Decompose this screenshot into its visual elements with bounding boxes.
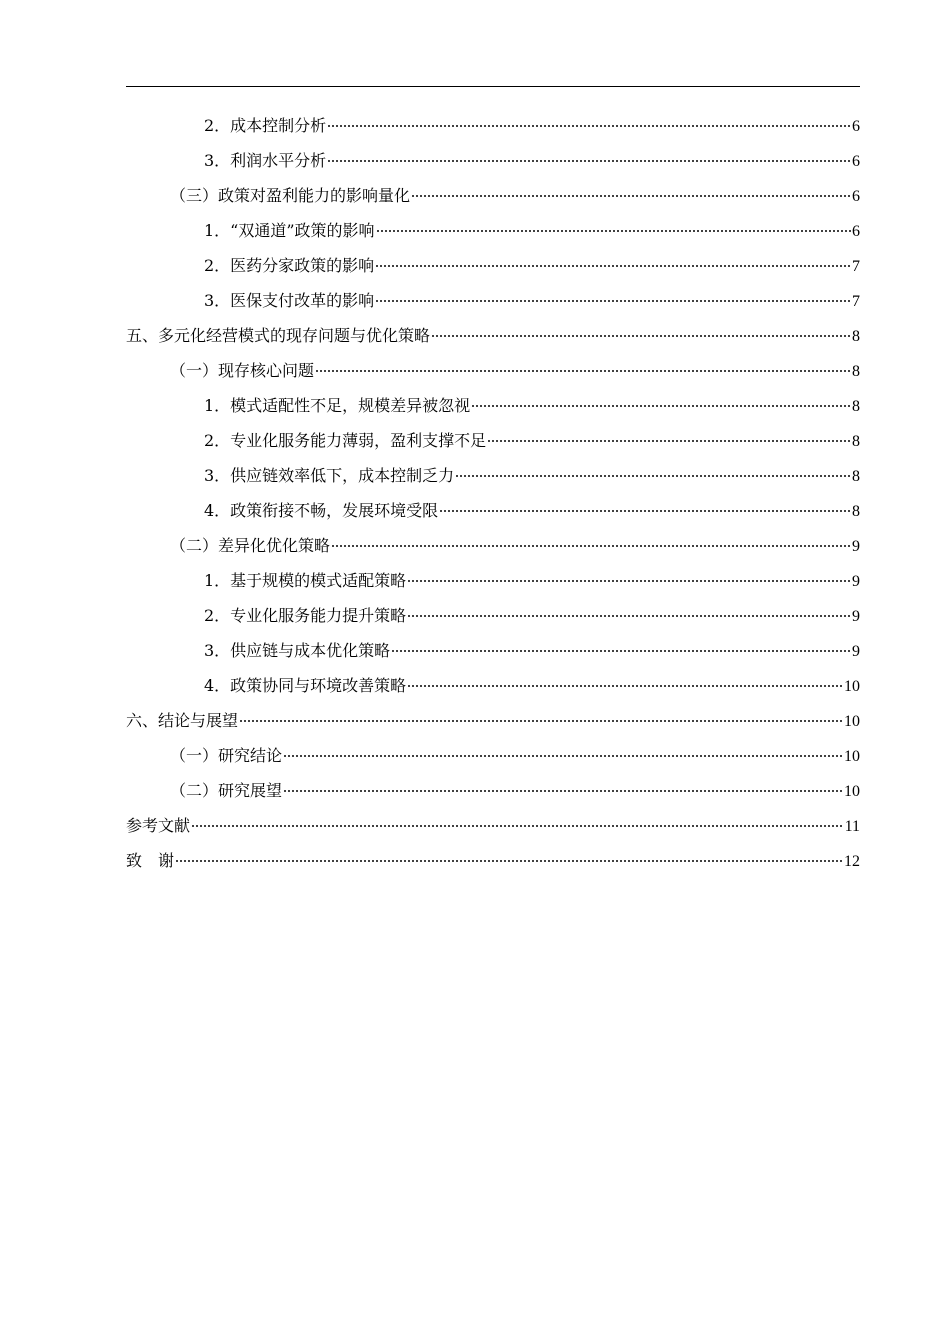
toc-entry-page-number: 6 [852, 118, 860, 135]
toc-entry-page-number: 6 [852, 153, 860, 170]
toc-entry-label: 3．供应链效率低下，成本控制乏力 [204, 466, 455, 485]
toc-entry[interactable] [126, 318, 860, 353]
toc-entry-label: （二）差异化优化策略 [170, 536, 331, 555]
toc-entry-label: 4．政策协同与环境改善策略 [204, 676, 407, 695]
toc-entry-page-number: 10 [844, 748, 860, 765]
toc-entry-page-number: 8 [852, 468, 860, 485]
toc-dot-leader [283, 790, 843, 792]
toc-entry[interactable] [126, 493, 860, 528]
toc-dot-leader [375, 265, 851, 267]
toc-entry-label: 2．专业化服务能力提升策略 [204, 606, 407, 625]
toc-entry-page-number: 11 [844, 818, 860, 835]
toc-entry[interactable] [126, 668, 860, 703]
toc-entry-page-number: 9 [852, 573, 860, 590]
toc-entry-label: （二）研究展望 [170, 781, 283, 800]
toc-entry-label: 1．模式适配性不足，规模差异被忽视 [204, 396, 471, 415]
toc-entry-label: 3．医保支付改革的影响 [204, 291, 375, 310]
toc-dot-leader [331, 545, 851, 547]
toc-entry-page-number: 10 [844, 678, 860, 695]
toc-entry[interactable] [126, 703, 860, 738]
toc-entry-page-number: 9 [852, 538, 860, 555]
toc-entry-label: （三）政策对盈利能力的影响量化 [170, 186, 411, 205]
toc-entry[interactable] [126, 458, 860, 493]
toc-dot-leader [315, 370, 851, 372]
toc-entry-page-number: 9 [852, 608, 860, 625]
toc-entry-page-number: 8 [852, 503, 860, 520]
toc-entry-label: 1．“双通道”政策的影响 [204, 221, 375, 240]
toc-dot-leader [327, 160, 851, 162]
toc-entry[interactable] [126, 353, 860, 388]
toc-entry[interactable] [126, 528, 860, 563]
toc-entry[interactable] [126, 738, 860, 773]
toc-entry-page-number: 9 [852, 643, 860, 660]
toc-entry[interactable] [126, 843, 860, 878]
toc-entry[interactable] [126, 633, 860, 668]
toc-dot-leader [327, 125, 851, 127]
toc-dot-leader [283, 755, 843, 757]
toc-entry[interactable] [126, 248, 860, 283]
toc-dot-leader [376, 230, 851, 232]
toc-dot-leader [455, 475, 851, 477]
toc-entry-page-number: 12 [844, 853, 860, 870]
toc-entry-label: 2．成本控制分析 [204, 116, 327, 135]
toc-entry-page-number: 8 [852, 398, 860, 415]
toc-dot-leader [431, 335, 851, 337]
toc-dot-leader [375, 300, 851, 302]
toc-entry[interactable] [126, 773, 860, 808]
toc-entry-label: 五、多元化经营模式的现存问题与优化策略 [126, 326, 431, 345]
toc-entry[interactable] [126, 178, 860, 213]
toc-entry-label: 1．基于规模的模式适配策略 [204, 571, 407, 590]
toc-entry-page-number: 8 [852, 433, 860, 450]
toc-dot-leader [391, 650, 851, 652]
toc-entry-page-number: 10 [844, 713, 860, 730]
toc-entry-label: 2．专业化服务能力薄弱，盈利支撑不足 [204, 431, 487, 450]
toc-entry-label: （一）研究结论 [170, 746, 283, 765]
toc-entry[interactable] [126, 598, 860, 633]
toc-entry[interactable] [126, 388, 860, 423]
toc-entry-page-number: 7 [852, 293, 860, 310]
toc-dot-leader [411, 195, 851, 197]
toc-dot-leader [407, 615, 851, 617]
toc-entry-page-number: 6 [852, 188, 860, 205]
toc-entry-page-number: 8 [852, 363, 860, 380]
toc-entry[interactable] [126, 808, 860, 843]
toc-entry-label: （一）现存核心问题 [170, 361, 315, 380]
toc-entry[interactable] [126, 563, 860, 598]
toc-entry-label: 3．供应链与成本优化策略 [204, 641, 391, 660]
toc-dot-leader [175, 860, 843, 862]
toc-entry-page-number: 10 [844, 783, 860, 800]
toc-dot-leader [439, 510, 851, 512]
toc-dot-leader [407, 685, 843, 687]
header-rule [126, 86, 860, 87]
toc-entry[interactable] [126, 213, 860, 248]
toc-entry-page-number: 7 [852, 258, 860, 275]
toc-entry[interactable] [126, 108, 860, 143]
toc-dot-leader [407, 580, 851, 582]
toc-entry-page-number: 8 [852, 328, 860, 345]
toc-entry-page-number: 6 [852, 223, 860, 240]
toc-dot-leader [191, 825, 844, 827]
toc-entry-label: 参考文献 [126, 816, 191, 835]
toc-entry[interactable] [126, 143, 860, 178]
toc-entry-label: 六、结论与展望 [126, 711, 239, 730]
toc-entry[interactable] [126, 283, 860, 318]
table-of-contents [126, 108, 860, 878]
toc-dot-leader [239, 720, 843, 722]
toc-entry[interactable] [126, 423, 860, 458]
toc-dot-leader [471, 405, 851, 407]
toc-entry-label: 3．利润水平分析 [204, 151, 327, 170]
toc-dot-leader [487, 440, 851, 442]
toc-entry-label: 致 谢 [126, 851, 175, 870]
toc-entry-label: 2．医药分家政策的影响 [204, 256, 375, 275]
toc-entry-label: 4．政策衔接不畅，发展环境受限 [204, 501, 439, 520]
